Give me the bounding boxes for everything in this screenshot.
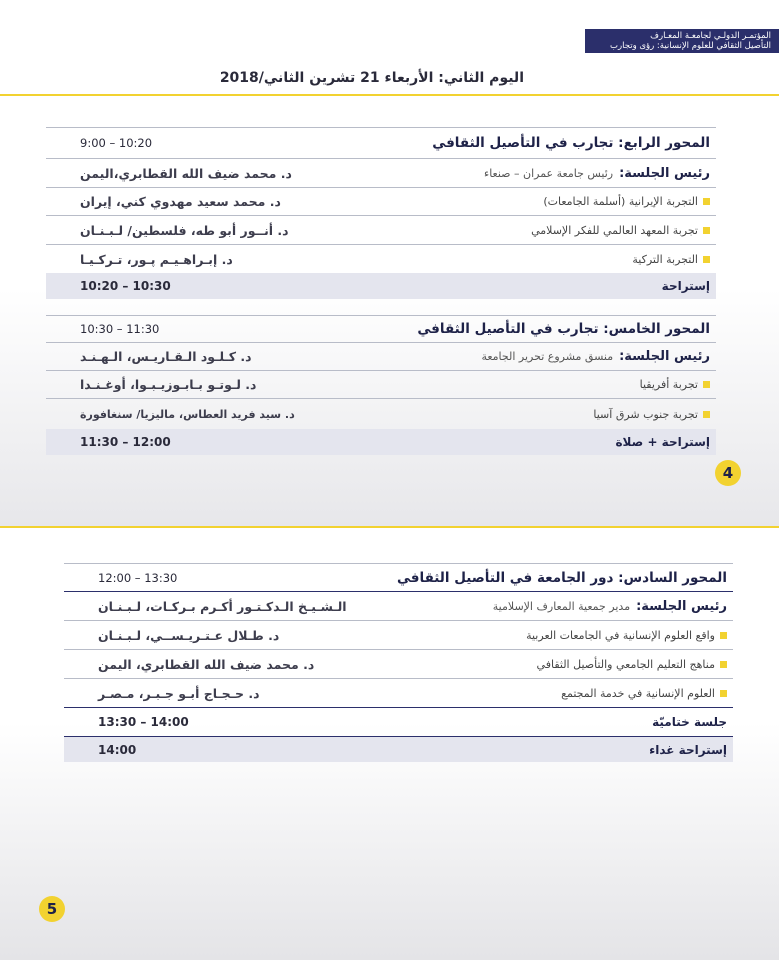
- break-time: 11:30 – 12:00: [80, 435, 171, 449]
- axis6-chair-role: مدير جمعية المعارف الإسلامية: [492, 599, 631, 613]
- axis4-chair-row: [46, 159, 716, 188]
- axis5-chair-speaker: د. كـلـود الـقـاريـس، الـهـنـد: [80, 349, 252, 364]
- axis6-schedule: [64, 563, 733, 762]
- axis6-time: 12:00 – 13:30: [98, 570, 178, 585]
- speaker: د. إبـراهـيـم پـور، تـركـيـا: [80, 251, 233, 267]
- axis6-item-row: [64, 650, 733, 679]
- axis5-schedule: [46, 315, 716, 455]
- axis4-time: 9:00 – 10:20: [80, 136, 153, 150]
- bullet-icon: [703, 411, 710, 418]
- axis4-chair-label: رئيس الجلسة:: [619, 165, 710, 181]
- conference-subtitle: التأصيل الثقافي للعلوم الإنسانية: رؤى وتجارب: [610, 41, 771, 51]
- bullet-icon: [703, 227, 710, 234]
- axis6-chair-speaker: الـشـيـخ الـدكـتـور أكـرم بـركـات، لـبـنـان: [98, 598, 347, 614]
- lunch-break-row: [64, 737, 733, 762]
- axis6-item-row: [64, 679, 733, 708]
- break-label: إستراحة + صلاة: [615, 435, 710, 449]
- topic: تجربة جنوب شرق آسيا: [593, 407, 698, 421]
- axis5-break-row: [46, 429, 716, 455]
- axis6-item-row: [64, 621, 733, 650]
- speaker: د. طـلال عـتـريـســي، لـبـنـان: [98, 627, 280, 643]
- axis6-chair-label: رئيس الجلسة:: [636, 598, 727, 614]
- lunch-label: إستراحة غداء: [649, 742, 727, 757]
- axis5-time: 10:30 – 11:30: [80, 322, 160, 336]
- axis4-break-row: [46, 273, 716, 299]
- axis4-header-row: [46, 127, 716, 159]
- speaker: د. محمد سعيد مهدوي كني، إيران: [80, 194, 281, 209]
- bullet-icon: [703, 198, 710, 205]
- closing-time: 13:30 – 14:00: [98, 715, 189, 729]
- axis4-item-row: [46, 188, 716, 216]
- axis6-header-row: [64, 563, 733, 592]
- bullet-icon: [720, 632, 727, 639]
- topic: تجربة أفريقيا: [639, 378, 698, 391]
- bullet-icon: [703, 256, 710, 263]
- bullet-icon: [720, 690, 727, 697]
- axis5-chair-label: رئيس الجلسة:: [619, 349, 710, 364]
- lunch-time: 14:00: [98, 742, 137, 757]
- topic: مناهج التعليم الجامعي والتأصيل الثقافي: [536, 657, 715, 671]
- axis4-chair-role: رئيس جامعة عمران – صنعاء: [484, 166, 614, 180]
- day-title: اليوم الثاني: الأربعاء 21 تشرين الثاني/2018: [219, 70, 524, 86]
- axis4-item-row: [46, 245, 716, 273]
- page-number-badge: 4: [715, 460, 741, 486]
- speaker: د. حـجـاج أبـو جـبـر، مـصـر: [98, 685, 260, 701]
- topic: واقع العلوم الإنسانية في الجامعات العربية: [526, 628, 715, 642]
- conference-header: [585, 29, 779, 53]
- topic: التجربة الإيرانية (أسلمة الجامعات): [543, 195, 698, 208]
- closing-session-row: [64, 708, 733, 737]
- speaker: د. سيد فريد العطاس، ماليزيا/ سنغافورة: [80, 407, 295, 421]
- axis5-item-row: [46, 371, 716, 399]
- speaker: د. أنــور أبو طه، فلسطين/ لـبـنـان: [80, 222, 289, 238]
- axis5-chair-role: منسق مشروع تحرير الجامعة: [481, 350, 614, 363]
- axis5-title: المحور الخامس: تجارب في التأصيل الثقافي: [417, 321, 710, 337]
- axis6-chair-row: [64, 592, 733, 621]
- page-5: [0, 528, 779, 960]
- break-label: إستراحة: [661, 279, 710, 293]
- axis6-title: المحور السادس: دور الجامعة في التأصيل الثقافي: [397, 569, 727, 586]
- page-number-badge: 5: [39, 896, 65, 922]
- bullet-icon: [703, 381, 710, 388]
- topic: تجربة المعهد العالمي للفكر الإسلامي: [531, 223, 698, 237]
- bullet-icon: [720, 661, 727, 668]
- axis4-chair-speaker: د. محمد ضيف الله القطابري،اليمن: [80, 165, 292, 181]
- axis4-title: المحور الرابع: تجارب في التأصيل الثقافي: [432, 135, 710, 151]
- axis5-header-row: [46, 315, 716, 343]
- axis4-schedule: [46, 127, 716, 299]
- axis5-chair-row: [46, 343, 716, 371]
- conference-name: المؤتمـر الدولـي لجامعـة المعـارف: [650, 31, 771, 41]
- axis4-item-row: [46, 216, 716, 245]
- topic: التجربة التركية: [632, 252, 698, 266]
- speaker: د. محمد ضيف الله القطابري، اليمن: [98, 656, 315, 672]
- axis5-item-row: [46, 399, 716, 429]
- speaker: د. لـوتـو بـابـوزيـبـوا، أوغـنـدا: [80, 377, 257, 392]
- day-divider: [0, 94, 779, 96]
- break-time: 10:20 – 10:30: [80, 279, 171, 293]
- closing-label: جلسة ختاميّة: [652, 715, 727, 729]
- topic: العلوم الإنسانية في خدمة المجتمع: [561, 686, 715, 700]
